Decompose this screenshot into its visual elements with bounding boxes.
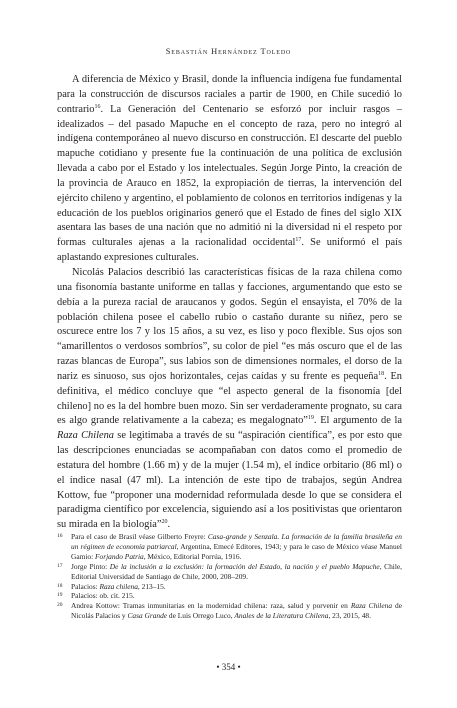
text-span: Para el caso de Brasil véase Gilberto Freyre: [71,532,208,541]
text-span: . Se uniformó el país aplastando expresiones culturales. [57,237,402,264]
text-span: . La Generación del Centenario se esforzó por incluir rasgos – idealizados – del pasado Mapuche en el concepto de raza, pero no integró al indígena contemporáneo al nuevo discurso en construcción. El descarte del pueblo mapuche cotidiano y presente fue la continuación de una política de exclusión llevada a cabo por el Estado y los intelectuales. Según Jorge Pinto, la creación de la provincia de Arauco en 1852, la expropiación de tierras, la intervención del ejército chileno y argentino, el poblamiento de colonos en territorios indígenas y la educación de los pueblos originarios generó que el Estado de fines del siglo XIX asentara las bases de una nación que no admitió ni la diversidad ni el respeto por formas culturales ajenas a la racionalidad occidental [57,103,402,249]
text-span: , Argentina, Emecé Editores, 1943; y para le caso de México véase Manuel Gamio: [71,541,402,561]
footnote [57,582,402,592]
journal-title: Anales de la Literatura Chilena [234,611,329,621]
text-span: se legitimaba a través de su “aspiración científica”, es por esto que las descripciones enunciadas se acompañaban con datos como el promedio de estatura del hombre (1.66 m) y de la mujer (1.54 m), el índice orbitario (86 ml) o el índice nasal (47 ml). La intención de este tipo de trabajos, según Andrea Kottow, fue “proponer una modernidad reformulada desde lo que se considera el paradigma científico por excelencia, siguiendo así a los positivistas que orientaron su mirada en la biología” [57,430,402,531]
book-title: Forjando Patria [95,551,144,561]
book-title: Raza Chilena [57,430,114,442]
main-text [57,73,402,533]
text-span: de Nicolás Palacios y [71,601,403,621]
text-span: Palacios: ob. cit. 215. [71,591,135,601]
footnote-number: 20 [57,602,63,609]
page-number: • 354 • [216,662,241,672]
text-span: . En definitiva, el médico concluye que “el aspecto general de la fisonomía [del chileno] no es la del hombre buen mozo. Sin ser verdaderamente prognato, su cara es algo grande relativamente a la cabeza; es megalognato” [57,370,402,427]
book-title: Raza chilena [99,581,138,591]
footnote-ref[interactable]: 18 [378,370,385,377]
book-title: De la inclusión a la exclusión: la formación del Estado, la nación y el pueblo Mapuche [109,561,380,571]
text-span: . El argumento de la [313,415,402,427]
running-head: Sebastián Hernández Toledo [165,47,292,56]
footnote-ref[interactable]: 16 [94,103,101,110]
footnote [57,532,402,562]
footnotes [57,532,402,621]
footnote-number: 19 [57,592,63,599]
paragraph-1 [57,73,402,266]
footnote [57,601,402,621]
book-title: Casa-grande y Senzala. La formación de la familia brasileña en un régimen de economía patriarcal [71,532,402,551]
book-title: Casa Grande [127,611,168,621]
text-span: A diferencia de México y Brasil, donde la influencia indígena fue fundamental para la construcción de discursos raciales a partir de 1900, en Chile sucedió lo contrario [57,74,402,115]
text-span: , 23, 2015, 48. [328,611,371,621]
footnote-number: 17 [57,562,63,569]
text-span: de Luis Orrego Luco, [167,611,235,621]
text-span: Andrea Kottow: Tramas inmunitarias en la modernidad chilena: raza, salud y porvenir en [71,601,351,611]
footnote-ref[interactable]: 19 [307,415,314,422]
text-span: , Chile, Editorial Universidad de Santiago de Chile, 2000, 208–209. [71,561,402,581]
footnote [57,562,402,582]
text-span: Jorge Pinto: [71,561,110,571]
book-title: Raza Chilena [350,601,393,611]
footnote-number: 16 [57,533,63,539]
text-span: , 213–15. [137,581,166,591]
footnote [57,591,402,601]
text-span: , México, Editorial Porrúa, 1916. [143,551,242,561]
footnote-number: 18 [57,582,63,589]
paragraph-2 [57,266,402,533]
footnote-ref[interactable]: 17 [295,237,302,244]
text-span: . [167,519,171,531]
text-span: Nicolás Palacios describió las características físicas de la raza chilena como una fisonomía bastante uniforme en tallas y facciones, argumentando que esto se debía a la pureza racial de araucanos y godos. Según el ensayista, el 70% de la población chilena posee el cabello rubio o castaño durante su niñez, pero se oscurece entre los 7 y los 15 años, a su vez, es liso y poco flexible. Sus ojos son “amarillentos o verdosos sombríos”, su color de piel “es más oscuro que el de las razas blancas de Europa”, sus labios son de dimensiones normales, el dorso de la nariz es sinuoso, sus ojos horizontales, cejas caídas y su frente es pequeña [57,266,402,382]
text-span: Palacios: [71,581,100,591]
footnote-ref[interactable]: 20 [161,519,168,526]
